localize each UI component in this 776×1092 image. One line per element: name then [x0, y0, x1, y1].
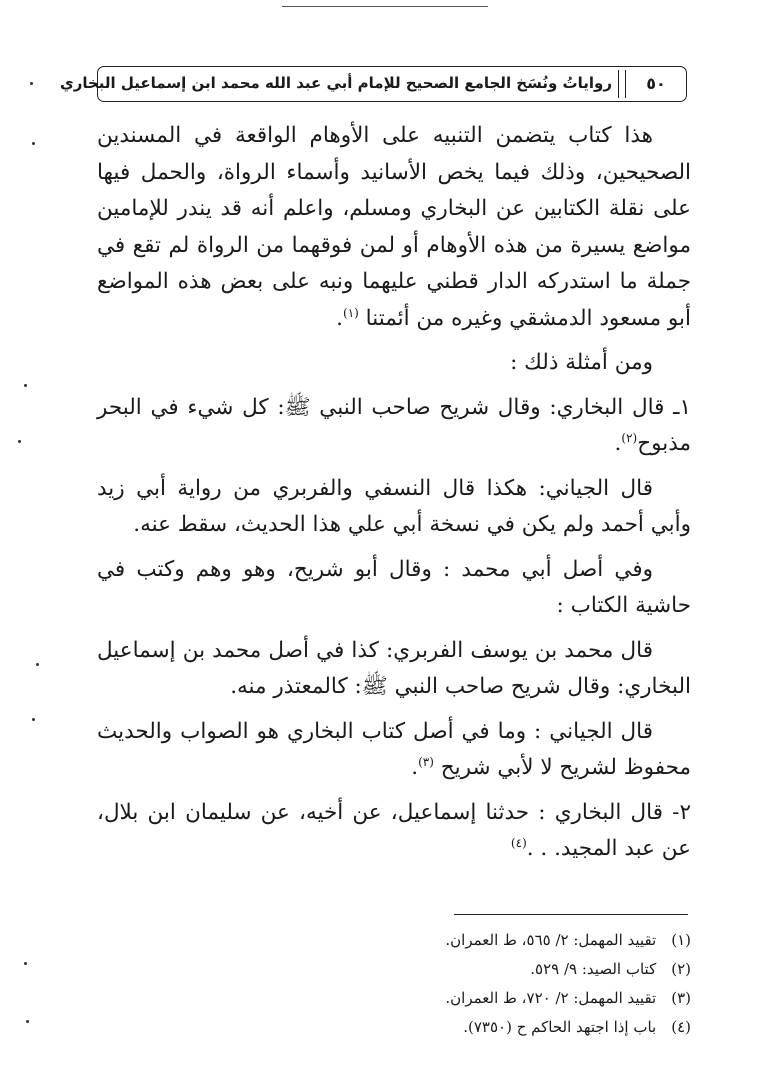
paragraph-firabri: قال محمد بن يوسف الفربري: كذا في أصل محمد بن إسماعيل البخاري: وقال شريح صاحب النبي ﷺ: كالمعتذر منه.: [97, 637, 691, 699]
footnote-ref: (٤): [510, 835, 527, 850]
header-divider: [618, 70, 626, 98]
paragraph-example-1: ١ـ قال البخاري: وقال شريح صاحب النبي ﷺ: كل شيء في البحر مذبوح$^{(٢)}$.: [97, 394, 691, 456]
footnote-item: [151, 955, 691, 984]
footnote-ref: (٢): [621, 430, 638, 445]
footnote-item: [151, 926, 691, 955]
footnote-text: باب إذا اجتهد الحاكم ح (٧٣٥٠).: [463, 1018, 657, 1036]
page-number: ٥٠: [646, 74, 666, 93]
footnote-item: [151, 984, 691, 1013]
footnote-number: (٢): [671, 960, 691, 978]
main-text: [97, 118, 691, 868]
footnote-ref: (١): [343, 305, 359, 320]
footnote-text: تقييد المهمل: ٢/ ٥٦٥، ط العمران.: [445, 931, 657, 949]
paragraph-jayyani-2: قال الجياني : وما في أصل كتاب البخاري هو الصواب والحديث محفوظ لشريح لا لأبي شريح $^{(٣)}$.: [97, 718, 691, 780]
footnote-item: [151, 1013, 691, 1042]
footnote-number: (٤): [671, 1018, 691, 1036]
paragraph-jayyani-1: قال الجياني: هكذا قال النسفي والفربري من رواية أبي زيد وأبي أحمد ولم يكن في نسخة أبي علي هذا الحديث، سقط عنه.: [97, 475, 691, 537]
footnote-text: كتاب الصيد: ٩/ ٥٢٩.: [530, 960, 657, 978]
running-header: [59, 66, 687, 102]
footnotes: [151, 926, 691, 1042]
header-title: رواياتُ ونُسَخ الجامع الصحيح للإمام أبي عبد الله محمد ابن إسماعيل البخاري: [59, 74, 612, 92]
top-rule: [282, 6, 488, 7]
footnote-text: تقييد المهمل: ٢/ ٧٢٠، ط العمران.: [445, 989, 657, 1007]
footnote-number: (٣): [671, 989, 691, 1007]
paragraph-examples-heading: ومن أمثلة ذلك :: [510, 350, 653, 375]
footnote-number: (١): [671, 931, 691, 949]
paragraph-intro: هذا كتاب يتضمن التنبيه على الأوهام الواقعة في المسندين الصحيحين، وذلك فيما يخص الأسانيد وأسماء الرواة، والحمل فيها على نقلة الكتابين عن البخاري ومسلم، واعلم أنه قد يندر للإمامين مواضع يسيرة من هذه الأوهام أو لمن فوقهما من الرواة لم تقع في جملة ما استدركه الدار قطني عليهما ونبه على بعض هذه المواضع أبو مسعود الدمشقي وغيره من أئمتنا $^{(١)}$.: [97, 123, 691, 331]
paragraph-abu-muhammad: وفي أصل أبي محمد : وقال أبو شريح، وهو وهم وكتب في حاشية الكتاب :: [97, 556, 691, 618]
footnote-rule: [454, 914, 688, 915]
footnote-ref: (٣): [418, 754, 434, 769]
paragraph-example-2: ٢- قال البخاري : حدثنا إسماعيل، عن أخيه، عن سليمان ابن بلال، عن عبد المجيد. . .$^{(٤)}$: [97, 799, 691, 861]
